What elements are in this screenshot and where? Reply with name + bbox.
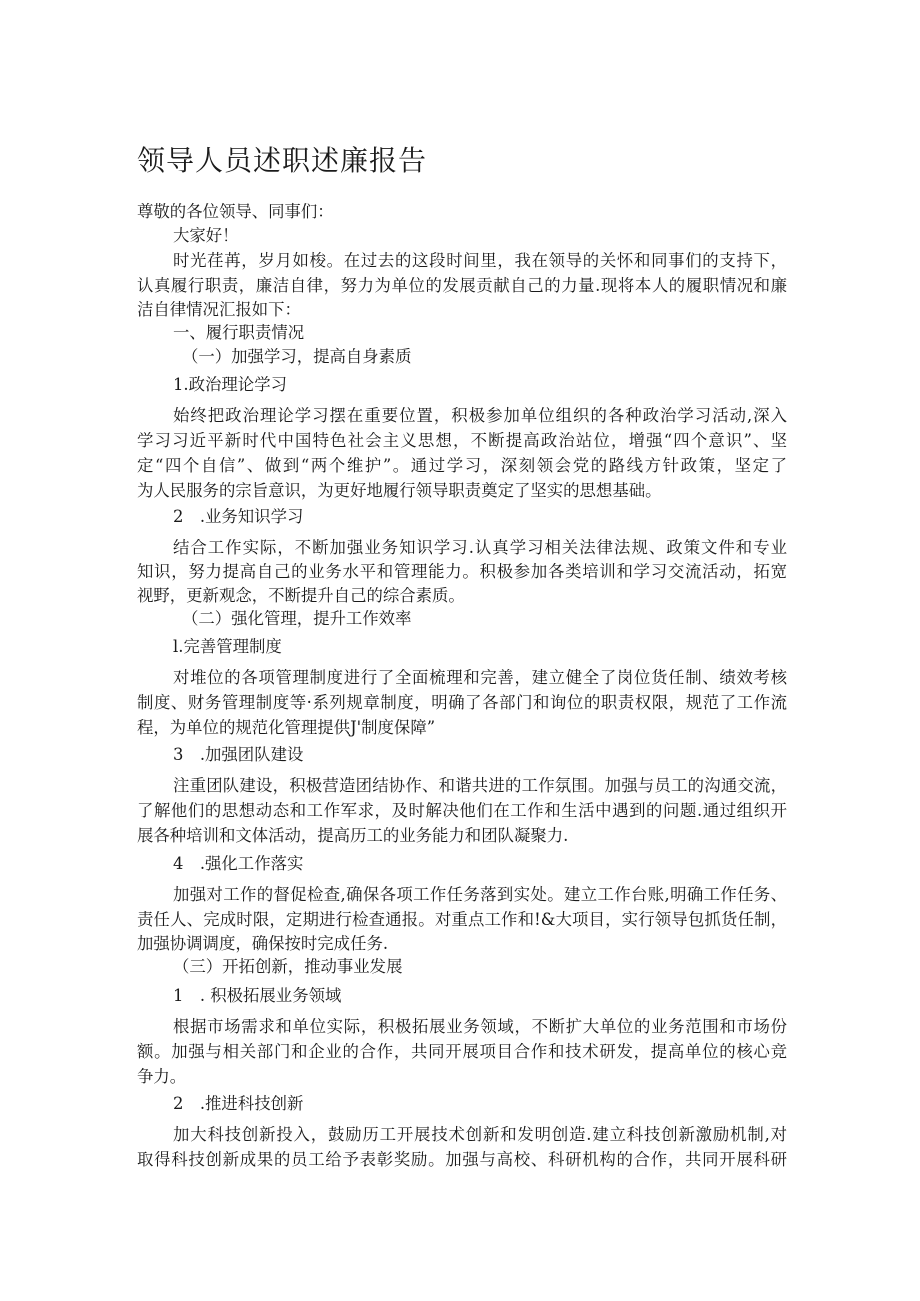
- intro-line: 时光荏苒，岁月如梭。在过去的这段时间里，我在领导的关怀和同事们的支持下，: [173, 251, 787, 270]
- subsection-heading: （一）加强学习，提高自身素质: [182, 347, 412, 366]
- item-heading: 2 .业务知识学习: [173, 507, 304, 526]
- subsection-heading: （三）开拓创新，推动事业发展: [173, 957, 403, 976]
- paragraph-line: 结合工作实际，不断加强业务知识学习.认真学习相关法律法规、政策文件和专业: [173, 538, 787, 557]
- intro-line: 洁自律情况汇报如下：: [137, 300, 301, 319]
- paragraph-line: 争力。: [137, 1067, 187, 1086]
- paragraph-line: 定“四个自信”、做到“两个维护”。通过学习，深刻领会党的路线方针政策，坚定了: [137, 456, 787, 475]
- item-heading: 3 .加强团队建设: [173, 745, 304, 764]
- paragraph-line: 为人民服务的宗旨意识，为更好地履行领导职责奠定了坚实的思想基础。: [137, 481, 662, 500]
- paragraph-line: 加强对工作的督促检查,确保各项工作任务落到实处。建立工作台账,明确工作任务、: [173, 885, 787, 904]
- item-heading: 4 .强化工作落实: [173, 854, 304, 873]
- paragraph-line: 加强协调调度，确保按时完成任务.: [137, 934, 389, 953]
- paragraph-line: 程，为单位的规范化管理提供J'制度保障”: [137, 718, 436, 737]
- intro-line: 认真履行职责，廉洁自律，努力为单位的发展贡献自己的力量.现将本人的履职情况和廉: [137, 276, 787, 295]
- item-heading: 1 . 积极拓展业务领域: [173, 986, 342, 1005]
- item-heading: 1.政治理论学习: [173, 375, 287, 394]
- paragraph-line: 了解他们的思想动态和工作军求，及时解决他们在工作和生活中遇到的问题.通过组织开: [137, 801, 787, 820]
- paragraph-line: 始终把政治理论学习摆在重要位置，积极参加单位组织的各种政治学习活动,深入: [173, 406, 787, 425]
- paragraph-line: 额。加强与相关部门和企业的合作，共同开展项目合作和技术研发，提高单位的核心竞: [137, 1042, 787, 1061]
- paragraph-line: 对堆位的各项管理制度进行了全面梳理和完善，建立健全了岗位货任制、绩效考核: [173, 668, 787, 687]
- paragraph-line: 学习习近平新时代中国特色社会主义思想，不断提高政治站位，增强“四个意识”、坚: [137, 431, 787, 450]
- paragraph-line: 根据市场需求和单位实际，积极拓展业务领域，不断扩大单位的业务范围和市场份: [173, 1017, 787, 1036]
- paragraph-line: 取得科技创新成果的员工给予表彰奖励。加强与高校、科研机构的合作，共同开展科研: [137, 1150, 787, 1169]
- item-heading: l.完善管理制度: [173, 637, 282, 656]
- paragraph-line: 制度、财务管理制度等·系列规章制度，明确了各部门和询位的职责权限，规范了工作流: [137, 693, 787, 712]
- salutation: 尊敬的各位领导、同事们：: [137, 202, 334, 221]
- paragraph-line: 加大科技创新投入，鼓励历工开展技术创新和发明创造.建立科技创新激励机制,对: [173, 1125, 787, 1144]
- item-heading: 2 .推进科技创新: [173, 1094, 304, 1113]
- paragraph-line: 责任人、完成时限，定期进行检查通报。对重点工作和!&大项目，实行领导包抓货任制，: [137, 910, 787, 929]
- paragraph-line: 视野，更新观念，不断提升自己的综合素质。: [137, 586, 465, 605]
- paragraph-line: 展各种培训和文体活动，提高历工的业务能力和团队凝聚力.: [137, 826, 569, 845]
- document-title: 领导人员述职述廉报告: [137, 144, 428, 177]
- paragraph-line: 注重团队建设，积极营造团结协作、和谐共进的工作氛围。加强与员工的沟通交流，: [173, 776, 787, 795]
- subsection-heading: （二）强化管理，提升工作效率: [182, 609, 412, 628]
- greeting: 大家好！: [173, 226, 239, 245]
- section-heading: 一、履行职责情况: [173, 323, 305, 342]
- paragraph-line: 知识，努力提高自己的业务水平和管理能力。积极参加各类培训和学习交流活动，拓宽: [137, 562, 787, 581]
